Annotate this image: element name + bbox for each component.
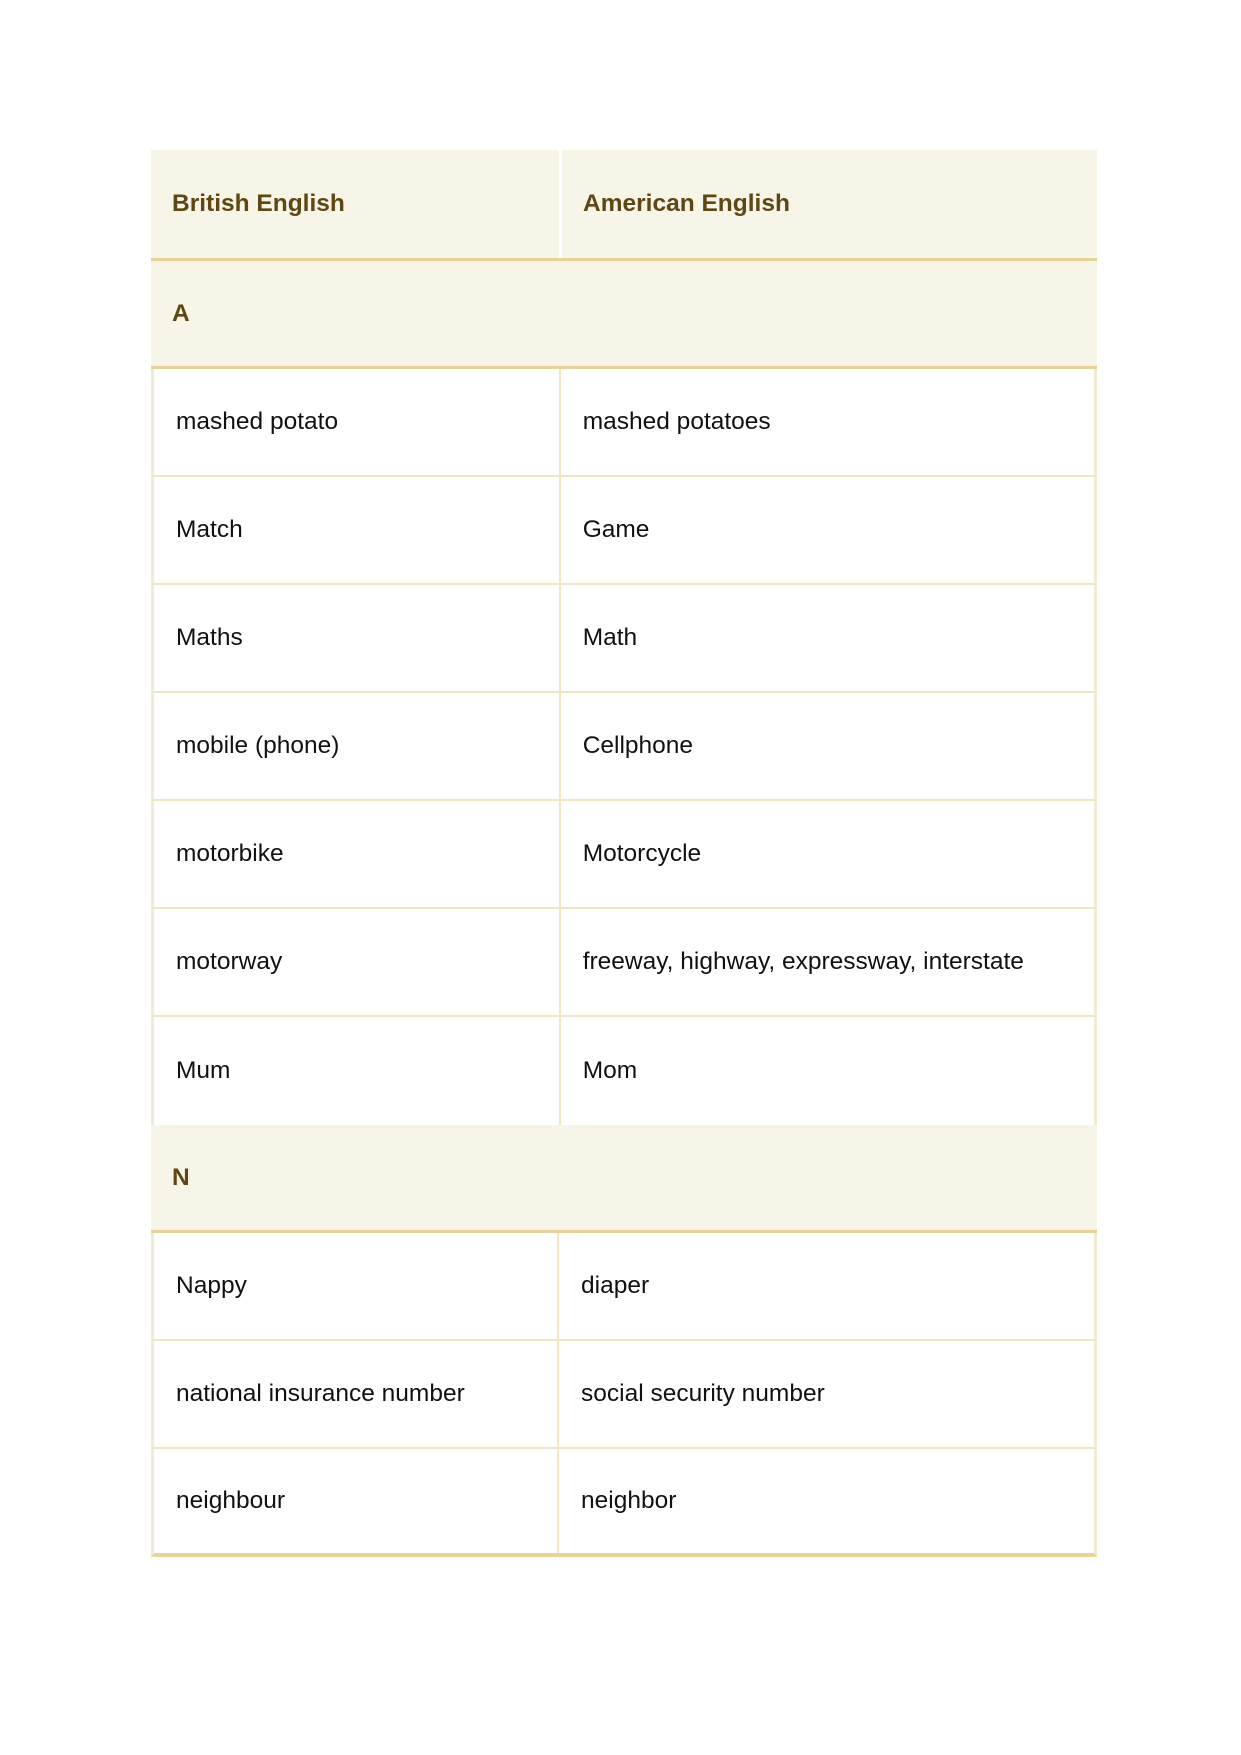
section-header-n	[151, 1125, 1097, 1233]
table-row	[151, 909, 1097, 1017]
american-term: social security number	[581, 1380, 825, 1407]
section-letter: A	[172, 299, 190, 327]
british-term: motorbike	[154, 801, 561, 907]
american-term: diaper	[581, 1272, 650, 1299]
british-term: Nappy	[154, 1233, 559, 1339]
table-row	[151, 1341, 1097, 1449]
british-term: Match	[154, 477, 561, 583]
british-term: neighbour	[154, 1449, 559, 1553]
american-term: neighbor	[581, 1487, 677, 1514]
american-term: mashed potatoes	[582, 408, 771, 435]
american-term: Mom	[582, 1057, 638, 1084]
table-row	[151, 477, 1097, 585]
section-header-a	[151, 261, 1097, 369]
british-term: national insurance number	[154, 1341, 559, 1447]
american-term: Game	[582, 516, 650, 543]
american-term: Cellphone	[582, 732, 694, 759]
british-term: Mum	[154, 1017, 561, 1125]
british-term: mobile (phone)	[154, 693, 561, 799]
table-row	[151, 1233, 1097, 1341]
section-letter: N	[172, 1163, 190, 1191]
table-row	[151, 693, 1097, 801]
table-row	[151, 801, 1097, 909]
column-header-american: American English	[583, 190, 790, 217]
vocabulary-table	[151, 150, 1097, 1557]
british-term: mashed potato	[154, 369, 561, 475]
american-term: freeway, highway, expressway, interstate	[582, 948, 1024, 975]
table-header-row	[151, 150, 1097, 261]
american-term: Motorcycle	[582, 840, 702, 867]
table-row	[151, 585, 1097, 693]
table-row	[151, 369, 1097, 477]
table-row	[151, 1449, 1097, 1557]
british-term: Maths	[154, 585, 561, 691]
british-term: motorway	[154, 909, 561, 1015]
table-row	[151, 1017, 1097, 1125]
column-header-british: British English	[151, 150, 562, 258]
american-term: Math	[582, 624, 638, 651]
